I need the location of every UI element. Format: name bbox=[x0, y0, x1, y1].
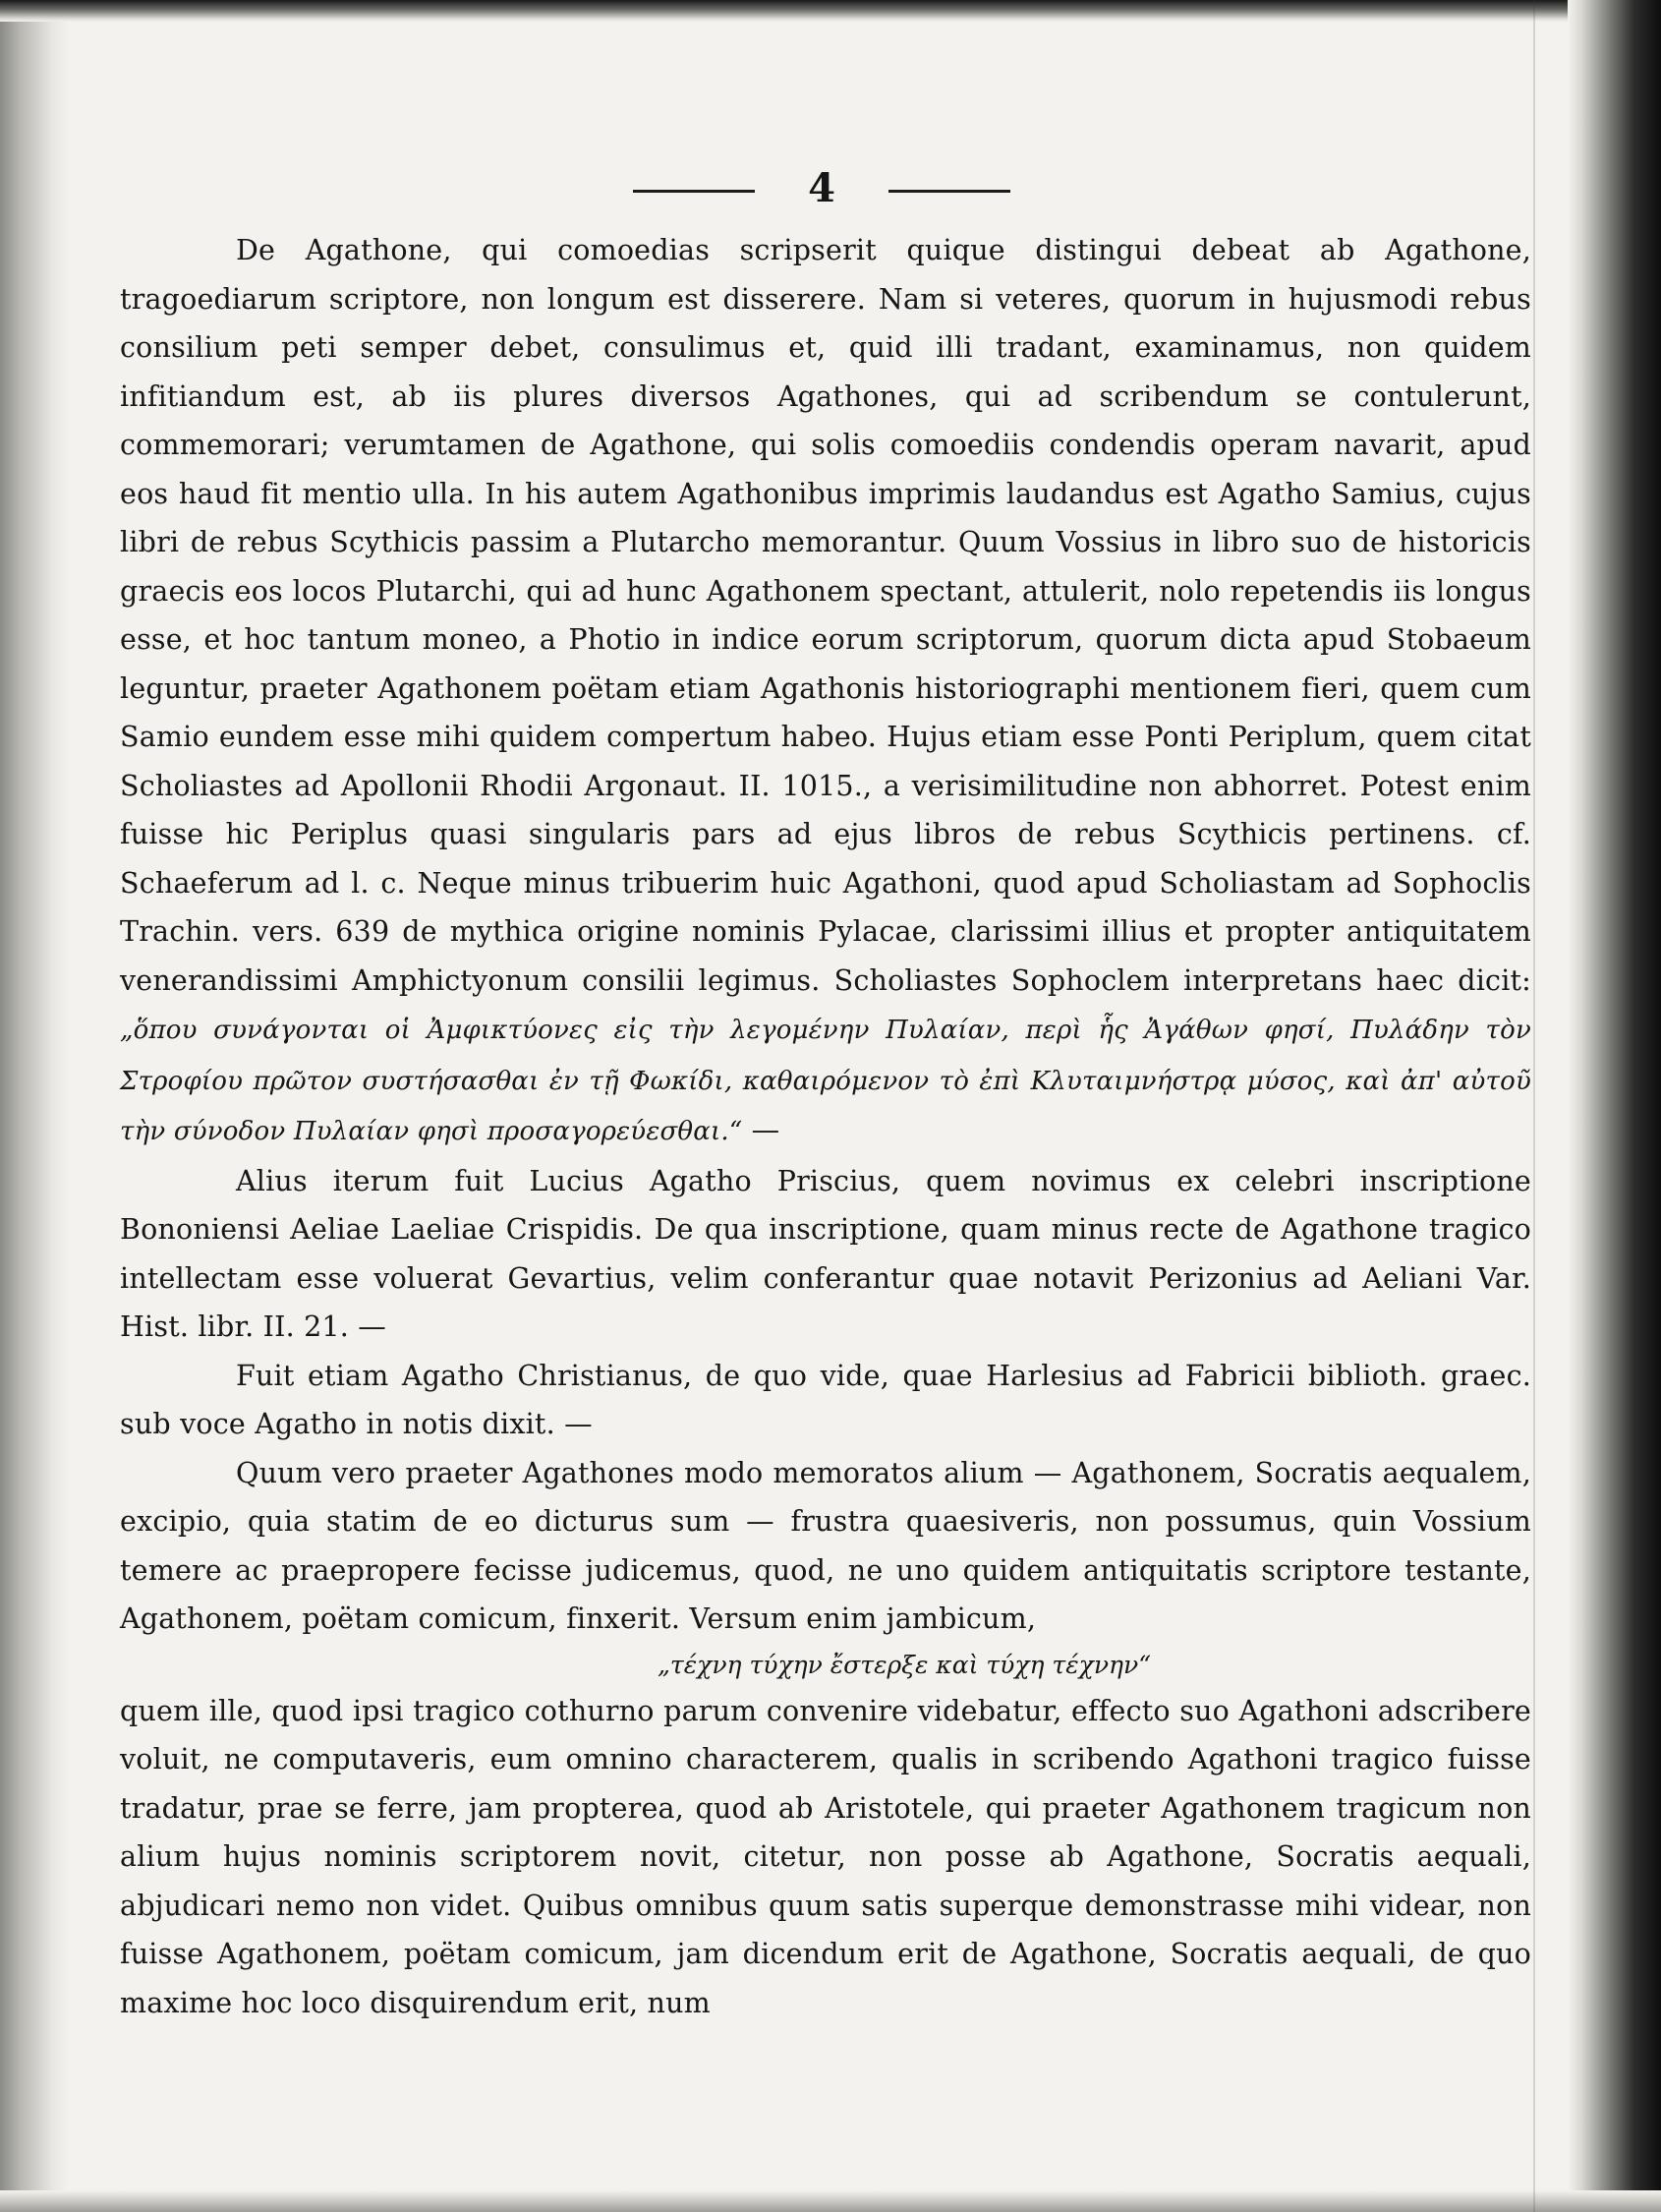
paragraph-text: De Agathone, qui comoedias scripserit quique distingui debeat ab Agathone, tragoediarum scriptore, non longum est disserere. Nam si veteres, quorum in hujusmodi rebus consilium peti semper debet, consulimus et, quid illi tradant, examinamus, non quidem infitiandum est, ab iis plures diversos Agathones, qui ad scribendum se contulerunt, commemorari; verumtamen de Agathone, qui solis comoediis condendis operam navarit, apud eos haud fit mentio ulla. In his autem Agathonibus imprimis laudandus est Agatho Samius, cujus libri de rebus Scythicis passim a Plutarcho memorantur. Quum Vossius in libro suo de historicis graecis eos locos Plutarchi, qui ad hunc Agathonem spectant, attulerit, nolo repetendis iis longus esse, et hoc tantum moneo, a Photio in indice eorum scriptorum, quorum dicta apud Stobaeum leguntur, praeter Agathonem poëtam etiam Agathonis historiographi mentionem fieri, quem cum Samio eundem esse mihi quidem compertum habeo. Hujus etiam esse Ponti Periplum, quem citat Scholiastes ad Apollonii Rhodii Argonaut. II. 1015., a verisimilitudine non abhorret. Potest enim fuisse hic Periplus quasi singularis pars ad ejus libros de rebus Scythicis pertinens. cf. Schaeferum ad l. c. Neque minus tribuerim huic Agathoni, quod apud Scholiastam ad Sophoclis Trachin. vers. 639 de mythica origine nominis Pylacae, clarissimi illius et propter antiquitatem venerandissimi Amphictyonum consilii legimus. Scholiastes Sophoclem interpretans haec dicit: bbox=[120, 234, 1531, 997]
greek-quotation: „ὅπου συνάγονται οἱ Ἀμφικτύονες εἰς τὴν λεγομένην Πυλαίαν, περὶ ἧς Ἀγάθων φησί, Πυλάδην τὸν Στροφίου πρῶτον συστήσασθαι ἐν τῇ Φωκίδι, καθαιρόμενον τὸ ἐπὶ Κλυταιμνήστρᾳ μύσος, καὶ ἀπ' αὐτοῦ τὴν σύνοδον Πυλαίαν φησὶ προσαγορεύεσθαι.“ bbox=[120, 1016, 1531, 1146]
header-rule-left bbox=[633, 190, 755, 193]
page-header bbox=[633, 165, 1010, 211]
page-number: 4 bbox=[808, 165, 835, 211]
page-fold-line bbox=[1533, 0, 1535, 2212]
paragraph-agatho-christianus: Fuit etiam Agatho Christianus, de quo vide, quae Harlesius ad Fabricii biblioth. graec. sub voce Agatho in notis dixit. — bbox=[120, 1359, 1531, 1440]
paragraph-agatho-samius bbox=[120, 226, 1531, 1157]
paragraph-vossius: Quum vero praeter Agathones modo memoratos alium — Agathonem, Socratis aequalem, excipio, quia statim de eo dicturus sum — frustra quaesiveris, non possumus, quin Vossium temere ac praepropere fecisse judicemus, quod, ne uno quidem antiquitatis scriptore testante, Agathonem, poëtam comicum, finxerit. Versum enim jambicum, bbox=[120, 1456, 1531, 1635]
greek-verse: „τέχνη τύχην ἔστερξε καὶ τύχη τέχνην“ bbox=[657, 1650, 1151, 1679]
scan-shadow-left bbox=[0, 0, 69, 2212]
scan-shadow-top bbox=[0, 0, 1661, 22]
header-rule-right bbox=[888, 190, 1010, 193]
paragraph-conclusion: quem ille, quod ipsi tragico cothurno parum convenire videbatur, effecto suo Agathoni adscribere voluit, ne computaveris, eum omnino characterem, qualis in scribendo Agathoni tragico fuisse tradatur, prae se ferre, jam propterea, quod ab Aristotele, qui praeter Agathonem tragicum non alium hujus nominis scriptorem novit, citetur, non posse ab Agathone, Socratis aequali, abjudicari nemo non videt. Quibus omnibus quum satis superque demonstrasse mihi videar, non fuisse Agathonem, poëtam comicum, jam dicendum erit de Agathone, Socratis aequali, de quo maxime hoc loco disquirendum erit, num bbox=[120, 1694, 1531, 2019]
paragraph-tail: — bbox=[742, 1114, 780, 1146]
paragraph-lucius-agatho: Alius iterum fuit Lucius Agatho Priscius, quem novimus ex celebri inscriptione Bononiensi Aeliae Laeliae Crispidis. De qua inscriptione, quam minus recte de Agathone tragico intellectam esse voluerat Gevartius, velim conferantur quae notavit Perizonius ad Aeliani Var. Hist. libr. II. 21. — bbox=[120, 1164, 1531, 1343]
body-text bbox=[120, 226, 1531, 2027]
scan-shadow-bottom bbox=[0, 2190, 1661, 2212]
scan-shadow-right bbox=[1568, 0, 1661, 2212]
